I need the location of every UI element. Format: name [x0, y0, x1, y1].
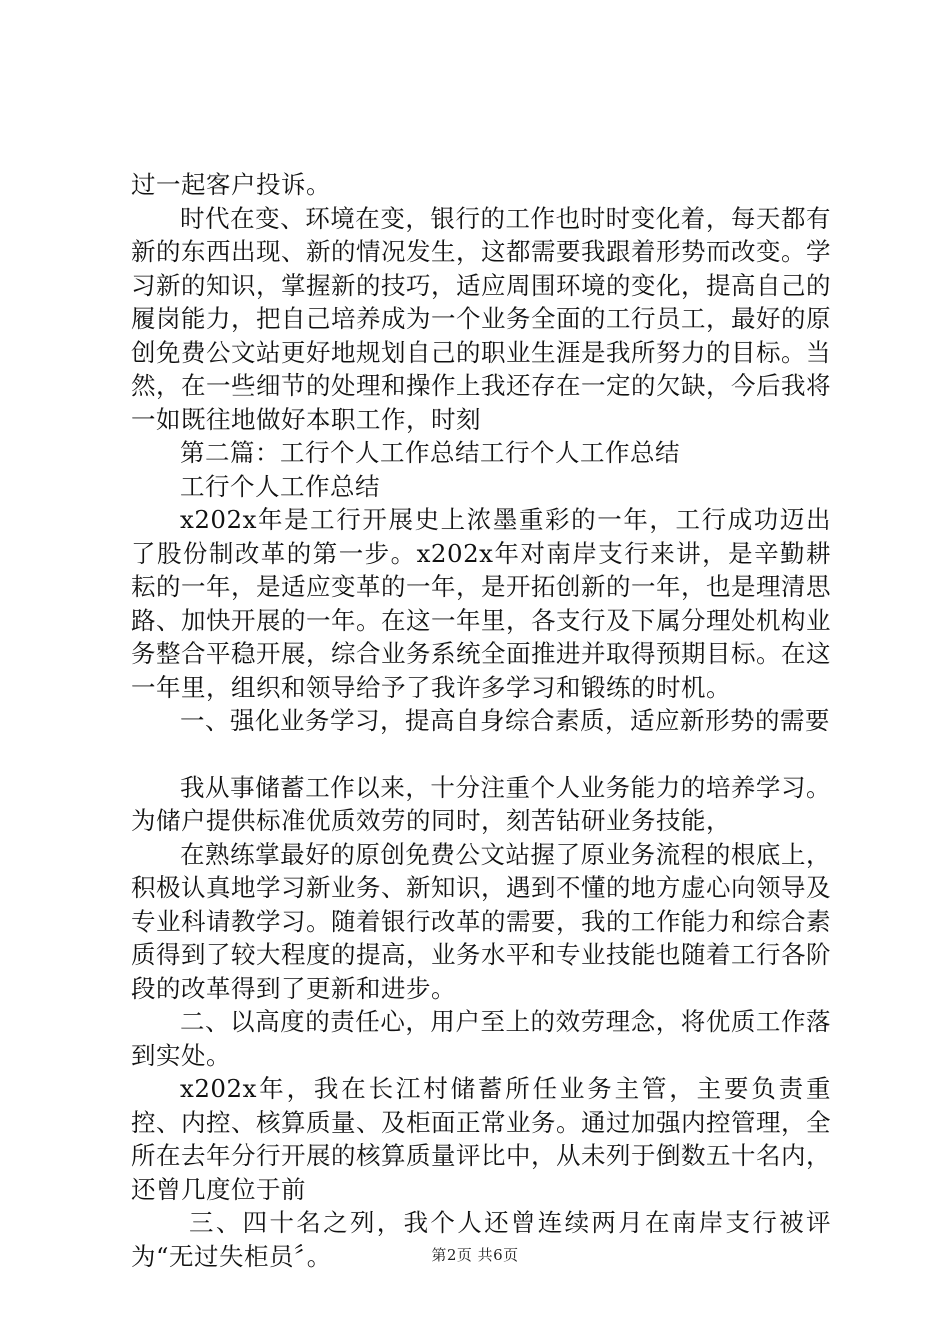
paragraph: 三、四十名之列，我个人还曾连续两月在南岸支行被评为“无过失柜员〞。: [131, 1208, 831, 1271]
paragraph: 时代在变、环境在变，银行的工作也时时变化着，每天都有新的东西出现、新的情况发生，这都需要我跟着形势而改变。学习新的知识，掌握新的技巧，适应周围环境的变化，提高自己的履岗能力，把自己培养成为一个业务全面的工行员工，最好的原创免费公文站更好地规划自己的职业生涯是我所努力的目标。当然，在一些细节的处理和操作上我还存在一定的欠缺，今后我将一如既往地做好本职工作，时刻: [131, 203, 831, 434]
paragraph: x202x年是工行开展史上浓墨重彩的一年，工行成功迈出了股份制改革的第一步。x202x年对南岸支行来讲，是辛勤耕耘的一年，是适应变革的一年，是开拓创新的一年，也是理清思路、加快开展的一年。在这一年里，各支行及下属分理处机构业务整合平稳开展，综合业务系统全面推进并取得预期目标。在这一年里，组织和领导给予了我许多学习和锻练的时机。: [131, 505, 831, 702]
paragraph: 在熟练掌最好的原创免费公文站握了原业务流程的根底上，积极认真地学习新业务、新知识，遇到不懂的地方虚心向领导及专业科请教学习。随着银行改革的需要，我的工作能力和综合素质得到了较大程度的提高，业务水平和专业技能也随着工行各阶段的改革得到了更新和进步。: [131, 839, 831, 1003]
page-number-footer: 第2页 共6页: [431, 1246, 519, 1264]
paragraph: 我从事储蓄工作以来，十分注重个人业务能力的培养学习。为储户提供标准优质效劳的同时，刻苦钻研业务技能，: [131, 772, 831, 835]
section-heading: 二、以高度的责任心，用户至上的效劳理念，将优质工作落到实处。: [131, 1007, 831, 1070]
paragraph-continuation: 过一起客户投诉。: [131, 170, 331, 199]
blank-line: [131, 738, 831, 771]
section-heading: 一、强化业务学习，提高自身综合素质，适应新形势的需要: [180, 706, 830, 735]
document-subtitle: 工行个人工作总结: [180, 471, 380, 501]
document-body: [131, 168, 831, 1273]
paragraph: x202x年，我在长江村储蓄所任业务主管，主要负责重控、内控、核算质量、及柜面正常业务。通过加强内控管理，全所在去年分行开展的核算质量评比中，从未列于倒数五十名内，还曾几度位于前: [131, 1074, 831, 1204]
section-heading: 第二篇：工行个人工作总结工行个人工作总结: [180, 438, 680, 467]
